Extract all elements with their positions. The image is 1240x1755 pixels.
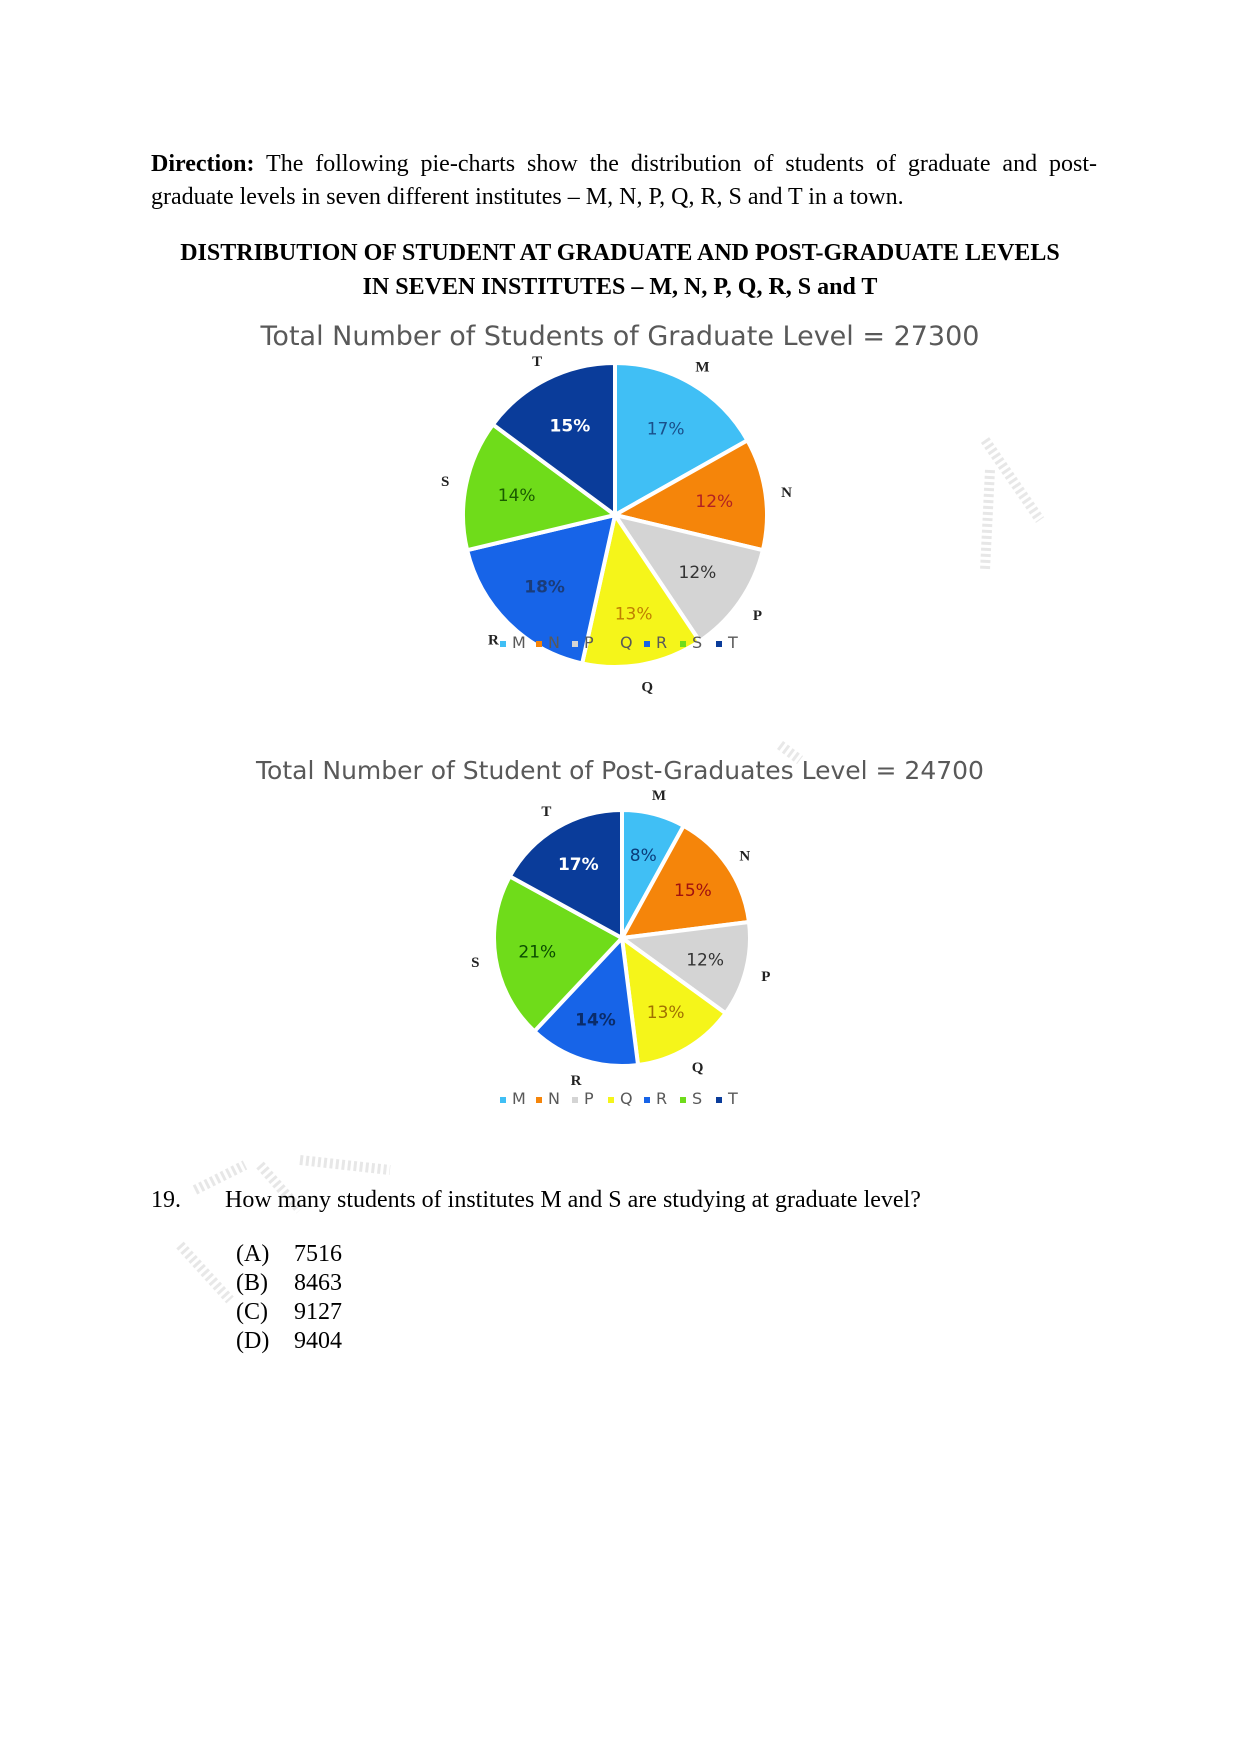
option-label: (B) <box>236 1270 268 1296</box>
legend-label-p: P <box>584 1089 594 1108</box>
chart-heading <box>140 236 1100 304</box>
postgraduate-pie-chart <box>250 752 990 1124</box>
slice-value-label-m: 8% <box>629 845 657 866</box>
slice-category-label-m: M <box>651 788 666 805</box>
option-value: 8463 <box>294 1270 342 1296</box>
slice-value-label-n: 12% <box>695 492 734 512</box>
slice-value-label-r: 14% <box>575 1010 616 1031</box>
slice-category-label-r: R <box>570 1073 582 1090</box>
legend-swatch-m <box>500 1097 506 1103</box>
answer-options <box>236 1240 342 1356</box>
slice-value-label-p: 12% <box>678 563 717 584</box>
legend-label-s: S <box>692 1089 703 1108</box>
slice-value-label-q: 13% <box>646 1002 685 1023</box>
legend-swatch-q <box>608 641 614 647</box>
legend-label-t: T <box>728 1089 738 1108</box>
option-a[interactable] <box>236 1240 342 1269</box>
legend-label-t: T <box>728 633 738 652</box>
legend-swatch-s <box>680 641 686 647</box>
slice-category-label-n: N <box>739 848 751 865</box>
slice-category-label-p: P <box>752 607 762 624</box>
legend-label-q: Q <box>620 633 633 652</box>
chart-heading-line2: IN SEVEN INSTITUTES – M, N, P, Q, R, S and T <box>362 274 878 300</box>
legend-swatch-q <box>608 1097 614 1103</box>
legend-swatch-n <box>536 641 542 647</box>
slice-category-label-n: N <box>781 484 793 501</box>
direction-label: Direction: <box>151 151 255 177</box>
option-c[interactable] <box>236 1298 342 1327</box>
legend-label-m: M <box>512 633 526 652</box>
direction-paragraph <box>151 148 1097 214</box>
slice-category-label-s: S <box>471 955 480 972</box>
slice-value-label-s: 14% <box>497 485 536 506</box>
direction-text: The following pie-charts show the distribution of students of graduate and post-graduate levels in seven different institutes – M, N, P, Q, R, S and T in a town. <box>151 151 1098 210</box>
legend-swatch-p <box>572 641 578 647</box>
slice-value-label-t: 15% <box>549 416 591 437</box>
legend-swatch-t <box>716 1097 722 1103</box>
slice-value-label-p: 12% <box>686 950 724 971</box>
question-text: How many students of institutes M and S are studying at graduate level? <box>225 1187 921 1213</box>
option-label: (A) <box>236 1241 270 1267</box>
slice-value-label-s: 21% <box>518 942 557 963</box>
option-label: (D) <box>236 1328 270 1354</box>
slice-category-label-t: T <box>541 804 552 821</box>
graduate-pie-chart <box>250 318 990 730</box>
legend-swatch-r <box>644 1097 650 1103</box>
legend-swatch-p <box>572 1097 578 1103</box>
slice-value-label-n: 15% <box>674 880 712 901</box>
legend-swatch-t <box>716 641 722 647</box>
option-value: 7516 <box>294 1241 342 1267</box>
legend-label-s: S <box>692 633 703 652</box>
slice-category-label-r: R <box>487 632 499 649</box>
slice-category-label-s: S <box>441 474 450 491</box>
chart-heading-line1: DISTRIBUTION OF STUDENT AT GRADUATE AND POST-GRADUATE LEVELS <box>180 240 1060 266</box>
legend-label-m: M <box>512 1089 526 1108</box>
option-label: (C) <box>236 1299 268 1325</box>
slice-category-label-m: M <box>695 359 710 376</box>
slice-category-label-p: P <box>761 968 771 985</box>
chart-title: Total Number of Student of Post-Graduates Level = 24700 <box>256 756 984 785</box>
legend-label-n: N <box>548 1089 560 1108</box>
legend-label-r: R <box>656 633 668 652</box>
legend-label-p: P <box>584 633 594 652</box>
option-value: 9404 <box>294 1328 342 1354</box>
legend-label-n: N <box>548 633 560 652</box>
slice-value-label-m: 17% <box>646 419 685 440</box>
legend-swatch-m <box>500 641 506 647</box>
legend-label-r: R <box>656 1089 668 1108</box>
legend-swatch-r <box>644 641 650 647</box>
option-value: 9127 <box>294 1299 342 1325</box>
slice-value-label-t: 17% <box>557 855 599 876</box>
slice-value-label-q: 13% <box>614 604 653 625</box>
legend-swatch-s <box>680 1097 686 1103</box>
option-d[interactable] <box>236 1327 342 1356</box>
slice-category-label-t: T <box>532 354 543 371</box>
legend-swatch-n <box>536 1097 542 1103</box>
slice-value-label-r: 18% <box>524 577 565 598</box>
slice-category-label-q: Q <box>691 1059 704 1076</box>
chart-title: Total Number of Students of Graduate Level = 27300 <box>260 321 980 352</box>
slice-category-label-q: Q <box>641 679 654 696</box>
question-number: 19. <box>151 1187 181 1213</box>
legend-label-q: Q <box>620 1089 633 1108</box>
option-b[interactable] <box>236 1269 342 1298</box>
